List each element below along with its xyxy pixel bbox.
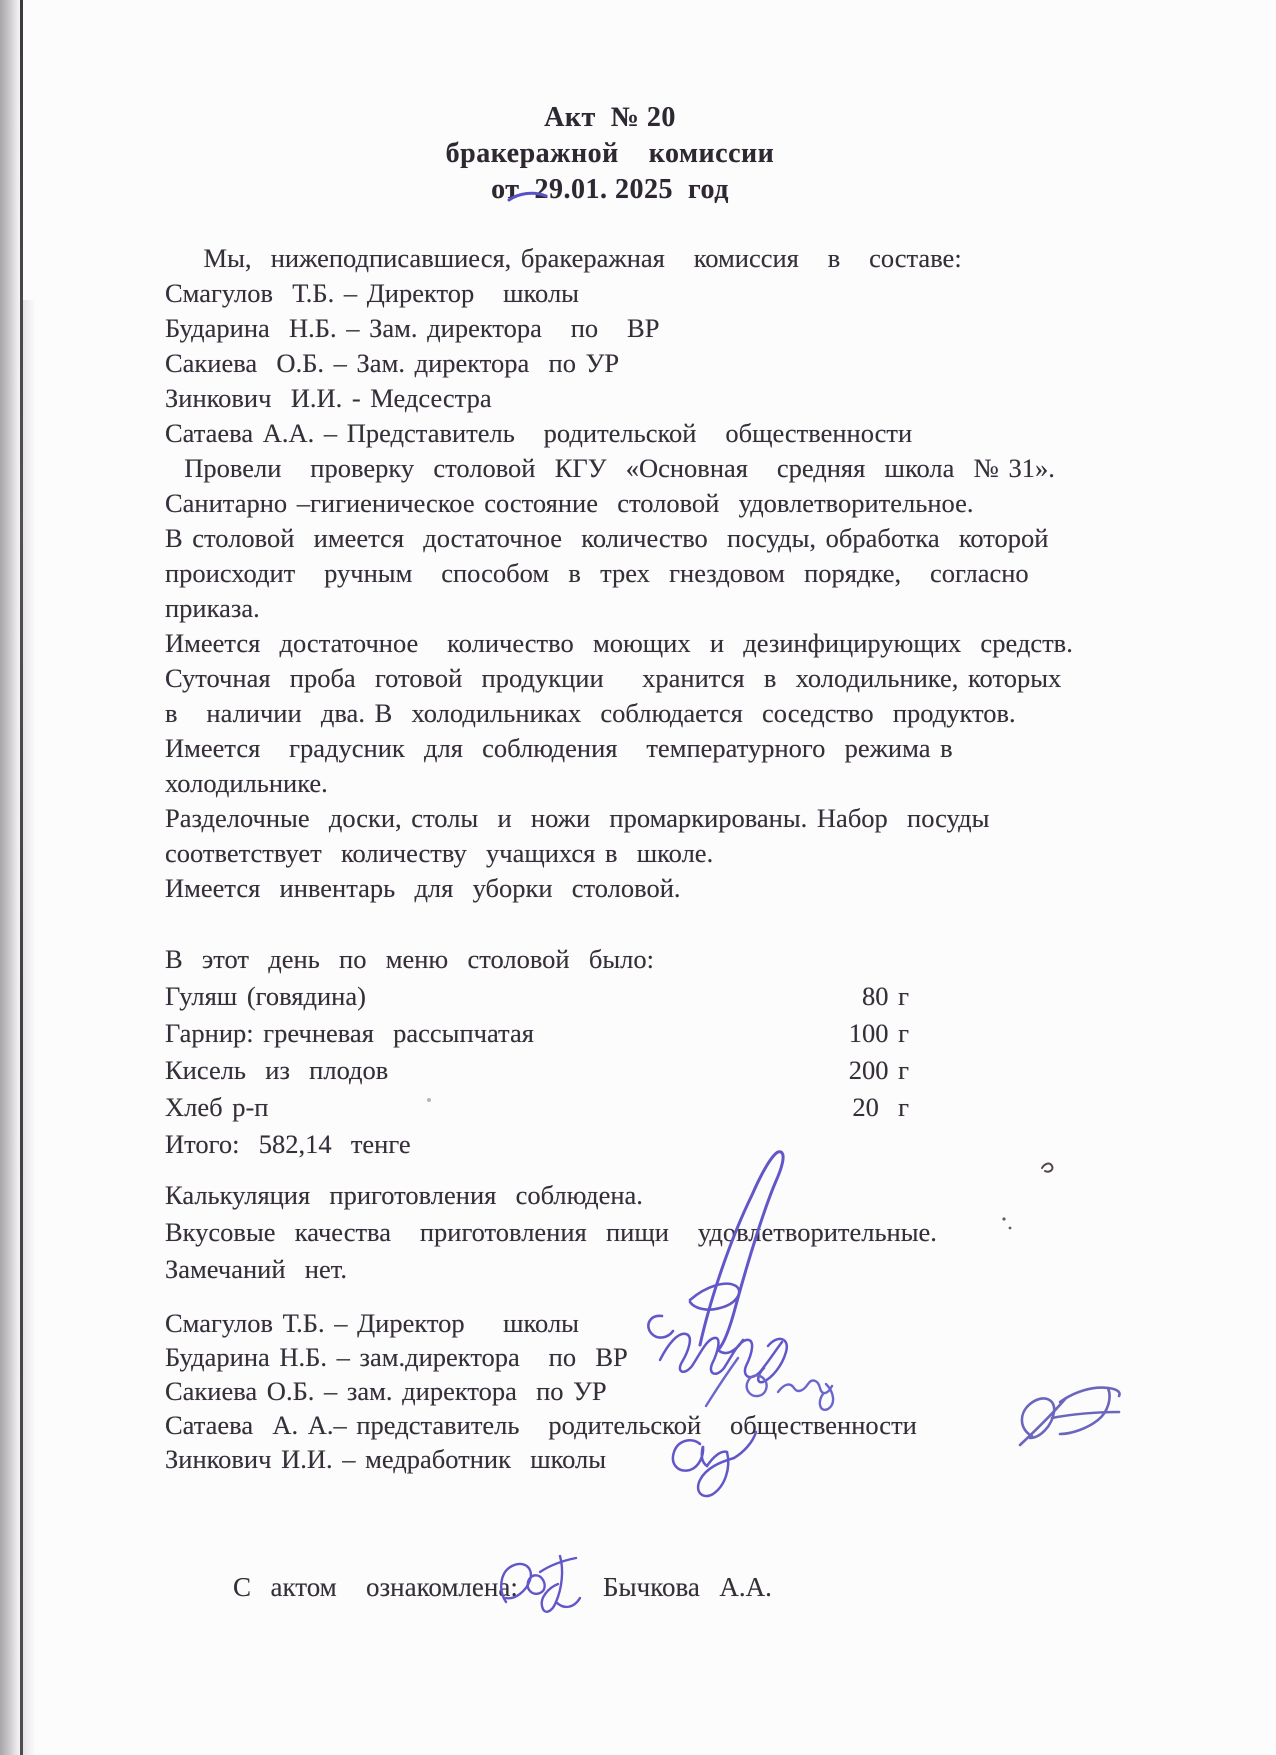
menu-item-qty: 20 г — [852, 1092, 909, 1122]
menu-total: Итого: 582,14 тенге — [165, 1129, 411, 1159]
body-line: Санитарно –гигиеническое состояние столовой удовлетворительное. — [165, 488, 974, 518]
scan-speck — [1042, 1164, 1052, 1172]
conclusion-line: Калькуляция приготовления соблюдена. — [165, 1180, 643, 1210]
menu-item-label: Хлеб р-п — [165, 1092, 269, 1122]
menu-row — [165, 1089, 1065, 1126]
body-line: Разделочные доски, столы и ножи промаркированы. Набор посуды — [165, 803, 990, 833]
menu-item-label: Кисель из плодов — [165, 1055, 389, 1085]
menu-section — [165, 941, 1065, 1163]
menu-item-label: Гуляш (говядина) — [165, 981, 366, 1011]
conclusion-section — [165, 1177, 1065, 1288]
commission-member-line: Сатаева А.А. – Представитель родительской общественности — [165, 418, 913, 448]
menu-row — [165, 978, 1065, 1015]
menu-item-qty: 100 г — [848, 1018, 909, 1048]
commission-member-line: Смагулов Т.Б. – Директор школы — [165, 278, 579, 308]
body-line: В столовой имеется достаточное количество посуды, обработка которой — [165, 523, 1049, 553]
signature-line: Сатаева А. А.– представитель родительской общественности — [165, 1410, 917, 1440]
commission-member-line: Сакиева О.Б. – Зам. директора по УР — [165, 348, 620, 378]
conclusion-line: Замечаний нет. — [165, 1254, 347, 1284]
menu-intro: В этот день по меню столовой было: — [165, 944, 654, 974]
menu-item-qty: 80 г — [862, 981, 909, 1011]
title-line: от 29.01. 2025 год — [491, 174, 729, 205]
document-body — [165, 241, 1073, 906]
body-line: Провели проверку столовой КГУ «Основная средняя школа № 31». — [165, 453, 1055, 483]
body-line: в наличии два. В холодильниках соблюдается соседство продуктов. — [165, 698, 1016, 728]
signature-line: Зинкович И.И. – медработник школы — [165, 1444, 607, 1474]
commission-member-line: Зинкович И.И. - Медсестра — [165, 383, 492, 413]
acknowledgement-label: С актом ознакомлена: — [233, 1572, 518, 1602]
menu-row — [165, 1015, 1065, 1052]
commission-member-line: Бударина Н.Б. – Зам. директора по ВР — [165, 313, 660, 343]
scan-edge-smudge — [23, 300, 39, 1755]
title-line: бракеражной комиссии — [445, 138, 775, 169]
scan-edge-band — [0, 0, 20, 1755]
body-line: происходит ручным способом в трех гнездовом порядке, согласно — [165, 558, 1029, 588]
conclusion-line: Вкусовые качества приготовления пищи удовлетворительные. — [165, 1217, 937, 1247]
signature-line: Бударина Н.Б. – зам.директора по ВР — [165, 1342, 628, 1372]
body-line: Имеется градусник для соблюдения температурного режима в — [165, 733, 953, 763]
body-line: Суточная проба готовой продукции хранится в холодильнике, которых — [165, 663, 1062, 693]
body-line: соответствует количеству учащихся в школе. — [165, 838, 714, 868]
body-line: Мы, нижеподписавшиеся, бракеражная комиссия в составе: — [165, 243, 962, 273]
title-line: Акт № 20 — [544, 102, 676, 133]
signatures-section — [165, 1306, 1115, 1476]
body-line: Имеется инвентарь для уборки столовой. — [165, 873, 681, 903]
body-line: приказа. — [165, 593, 260, 623]
body-line: Имеется достаточное количество моющих и дезинфицирующих средств. — [165, 628, 1073, 658]
body-line: холодильнике. — [165, 768, 328, 798]
menu-item-qty: 200 г — [848, 1055, 909, 1085]
document-title — [165, 100, 1055, 208]
signature-line: Сакиева О.Б. – зам. директора по УР — [165, 1376, 607, 1406]
acknowledgement-line — [233, 1572, 1033, 1603]
signature-line: Смагулов Т.Б. – Директор школы — [165, 1308, 579, 1338]
acknowledgement-name: Бычкова А.А. — [603, 1572, 772, 1602]
menu-row — [165, 1052, 1065, 1089]
menu-item-label: Гарнир: гречневая рассыпчатая — [165, 1018, 534, 1048]
